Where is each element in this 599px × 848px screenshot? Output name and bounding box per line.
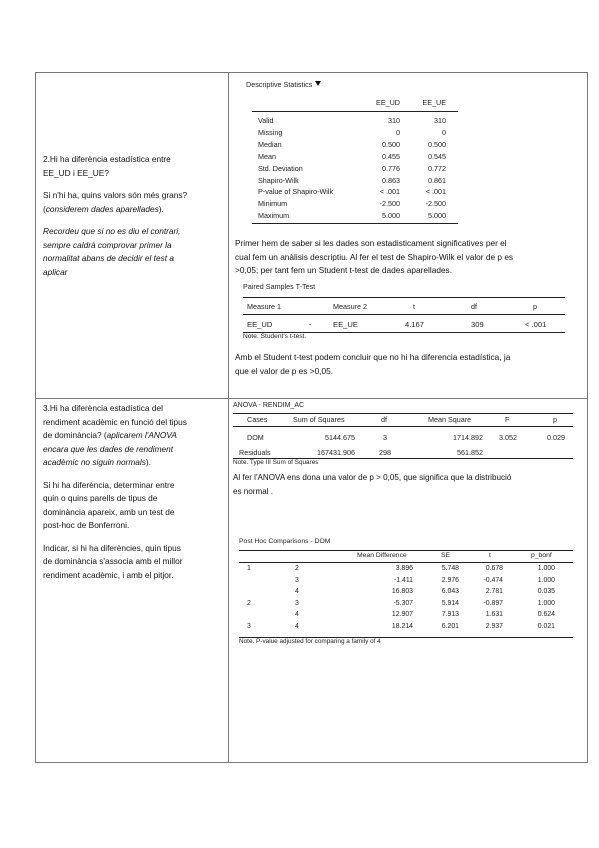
posthoc-cell: 3 <box>295 576 299 584</box>
descriptive-row-label: Shapiro-Wilk <box>258 175 299 185</box>
descriptive-row-label: Valid <box>258 116 274 125</box>
posthoc-cell: 3 <box>295 599 299 607</box>
descriptive-value-ee-ud: 0.863 <box>382 175 400 185</box>
anova-cell: 561.852 <box>457 448 483 457</box>
question-3-posthoc: Si hi ha diferència, determinar entre quin o quins parells de tipus de dominància apareix, amb un test de post-hoc de Bonferroni. <box>43 479 175 530</box>
posthoc-cell: 16.803 <box>391 588 413 596</box>
ttest-header-df: df <box>471 302 477 311</box>
posthoc-cell: 4 <box>295 588 299 596</box>
posthoc-cell: 4 <box>295 623 299 630</box>
posthoc-header-p-bonf: p_bonf <box>531 552 552 559</box>
posthoc-cell: 12.907 <box>391 611 413 619</box>
answer-cell-2 <box>229 73 588 399</box>
posthoc-cell: 1.000 <box>537 599 555 607</box>
posthoc-cell: 2.937 <box>485 623 503 630</box>
descriptive-value-ee-ud: 0.500 <box>382 139 400 149</box>
posthoc-table <box>239 538 579 658</box>
ttest-cell-p: < .001 <box>525 320 547 329</box>
posthoc-cell: 2 <box>247 599 251 607</box>
exercise-row-3 <box>36 399 588 763</box>
ttest-note: Note. Student's t-test. <box>243 333 307 340</box>
posthoc-cell: 1 <box>247 565 251 572</box>
table-rule <box>233 426 573 427</box>
anova-cell: Residuals <box>239 448 271 457</box>
descriptive-row-label: Std. Deviation <box>258 163 303 173</box>
dropdown-triangle-icon[interactable] <box>315 81 321 86</box>
posthoc-title: Post Hoc Comparisons - DOM <box>239 538 331 545</box>
posthoc-header-mean-diff: Mean Difference <box>357 552 407 559</box>
question-2-title: 2.Hi ha diferència estadística entre EE_UD i EE_UE? <box>43 154 171 178</box>
analysis-text-1: Primer hem de saber si les dades son estadisticament significatives per el cual fem un anàlisis descriptiu. Al fer el test de Shapiro-Wilk el valor de p es >0,05; per tant fem un Student t-test de dades aparellades. <box>235 238 514 275</box>
answer-cell-3 <box>229 399 588 763</box>
table-rule <box>252 111 458 112</box>
posthoc-cell: 1.000 <box>537 576 555 584</box>
descriptive-statistics-table <box>246 80 466 230</box>
posthoc-cell: 3 <box>247 623 251 630</box>
descriptive-value-ee-ue: 0.772 <box>428 163 446 173</box>
ttest-title: Paired Samples T-Test <box>243 282 316 291</box>
descriptive-value-ee-ue: 0.500 <box>428 139 446 149</box>
descriptive-row-label: Maximum <box>258 211 290 221</box>
descriptive-statistics-title: Descriptive Statistics <box>246 80 321 89</box>
anova-cell: DOM <box>247 433 264 442</box>
table-rule <box>243 314 565 315</box>
posthoc-cell: -0.897 <box>483 599 503 607</box>
ttest-cell-measure2: EE_UE <box>333 320 358 329</box>
question-cell-3 <box>36 399 229 763</box>
posthoc-cell: 4 <box>295 611 299 619</box>
table-rule <box>233 413 573 414</box>
question-2-note: Recordeu que si no es diu el contrari, sempre caldrà comprovar primer la normalitat abans de decidir el test a aplicar <box>43 226 181 277</box>
posthoc-cell: 2.781 <box>485 588 503 596</box>
anova-header-f: F <box>505 415 510 424</box>
anova-header-ms: Mean Square <box>428 415 472 424</box>
descriptive-value-ee-ue: < .001 <box>425 187 446 197</box>
posthoc-header-se: SE <box>441 552 451 559</box>
descriptive-value-ee-ud: -2.500 <box>379 199 400 209</box>
descriptive-row-label: Mean <box>258 151 276 161</box>
descriptive-value-ee-ud: 0 <box>396 127 400 137</box>
posthoc-cell: 0.021 <box>537 623 555 630</box>
anova-table <box>233 402 583 466</box>
table-rule <box>252 223 458 224</box>
anova-cell: 3.052 <box>499 433 517 442</box>
ttest-header-measure1: Measure 1 <box>247 302 281 311</box>
ttest-header-p: p <box>533 302 537 311</box>
posthoc-cell: 2.976 <box>441 576 459 584</box>
ttest-header-t: t <box>413 302 415 311</box>
ttest-cell-measure1: EE_UD <box>247 320 273 329</box>
descriptive-value-ee-ue: -2.500 <box>425 199 446 209</box>
descriptive-value-ee-ue: 310 <box>434 116 446 125</box>
descriptive-value-ee-ue: 0.861 <box>428 175 446 185</box>
posthoc-cell: 0.624 <box>537 611 555 619</box>
posthoc-cell: 1.000 <box>537 565 555 572</box>
anova-cell: 167431.906 <box>317 448 355 457</box>
posthoc-cell: 3.896 <box>395 565 413 572</box>
anova-header-df: df <box>381 415 387 424</box>
anova-cell: 5144.675 <box>325 433 355 442</box>
descriptive-value-ee-ue: 0 <box>442 127 446 137</box>
question-3-best-worst: Indicar, si hi ha diferències, quin tipus de dominància s'associa amb el millor rendiment acadèmic, i amb el pitjor. <box>43 542 183 580</box>
descriptive-value-ee-ud: 5.000 <box>382 211 400 221</box>
anova-header-cases: Cases <box>247 415 268 424</box>
posthoc-cell: 2 <box>295 565 299 572</box>
descriptive-value-ee-ud: 0.776 <box>382 163 400 173</box>
anova-interpretation: Al fer l'ANOVA ens dona una valor de p > 0,05, que significa que la distribució es normal . <box>233 473 512 496</box>
posthoc-header-t: t <box>489 552 491 559</box>
anova-cell: 3 <box>383 433 387 442</box>
descriptive-row-label: P-value of Shapiro-Wilk <box>258 187 334 197</box>
descriptive-row-label: Median <box>258 139 282 149</box>
ttest-cell-t: 4.167 <box>405 320 425 329</box>
ttest-header-measure2: Measure 2 <box>333 302 367 311</box>
descriptive-value-ee-ud: < .001 <box>379 187 400 197</box>
descriptive-row-label: Missing <box>258 127 283 137</box>
table-rule <box>239 550 573 551</box>
analysis-text-2: Amb el Student t-test podem concluir que no hi ha diferencia estadística, ja que el valor de p es >0,05. <box>235 352 511 376</box>
question-3-title: 3.Hi ha diferència estadística del rendiment acadèmic en funció del tipus de dominància? (aplicarem l'ANOVA encara que les dades de rendiment acadèmic no siguin normals). <box>43 403 187 467</box>
question-cell-2 <box>36 73 229 399</box>
anova-header-ss: Sum of Squares <box>293 415 345 424</box>
anova-title: ANOVA - RENDIM_AC <box>233 402 305 409</box>
ttest-cell-dash: - <box>309 320 312 329</box>
column-header-ee-ud: EE_UD <box>376 98 400 107</box>
posthoc-cell: 1.631 <box>485 611 503 619</box>
table-rule <box>243 297 565 298</box>
posthoc-cell: -0.474 <box>483 576 503 584</box>
descriptive-value-ee-ue: 5.000 <box>428 211 446 221</box>
ttest-cell-df: 309 <box>471 320 484 329</box>
posthoc-cell: 18.214 <box>391 623 413 630</box>
anova-cell: 0.029 <box>547 433 565 442</box>
descriptive-value-ee-ud: 0.455 <box>382 151 400 161</box>
posthoc-cell: 0.035 <box>537 588 555 596</box>
question-2-subquestion: Si n'hi ha, quins valors són més grans? (considerem dades aparellades). <box>43 190 188 214</box>
descriptive-row-label: Minimum <box>258 199 288 209</box>
anova-note: Note. Type III Sum of Squares <box>233 459 319 466</box>
posthoc-cell: 0.678 <box>485 565 503 572</box>
posthoc-note: Note. P-value adjusted for comparing a family of 4 <box>239 638 381 645</box>
descriptive-value-ee-ud: 310 <box>388 116 400 125</box>
posthoc-cell: 6.201 <box>441 623 459 630</box>
anova-cell: 298 <box>379 448 391 457</box>
descriptive-value-ee-ue: 0.545 <box>428 151 446 161</box>
posthoc-cell: -1.411 <box>393 576 413 584</box>
anova-header-p: p <box>553 415 557 424</box>
table-rule <box>239 562 573 563</box>
paired-samples-ttest-table <box>239 282 579 342</box>
exercise-row-2 <box>36 73 588 399</box>
posthoc-cell: 5.748 <box>441 565 459 572</box>
exercise-table <box>35 72 588 763</box>
anova-cell: 1714.892 <box>453 433 483 442</box>
posthoc-cell: 5.914 <box>441 599 459 607</box>
posthoc-cell: 6.043 <box>441 588 459 596</box>
posthoc-cell: 7.913 <box>441 611 459 619</box>
column-header-ee-ue: EE_UE <box>422 98 446 107</box>
posthoc-cell: -5.307 <box>393 599 413 607</box>
